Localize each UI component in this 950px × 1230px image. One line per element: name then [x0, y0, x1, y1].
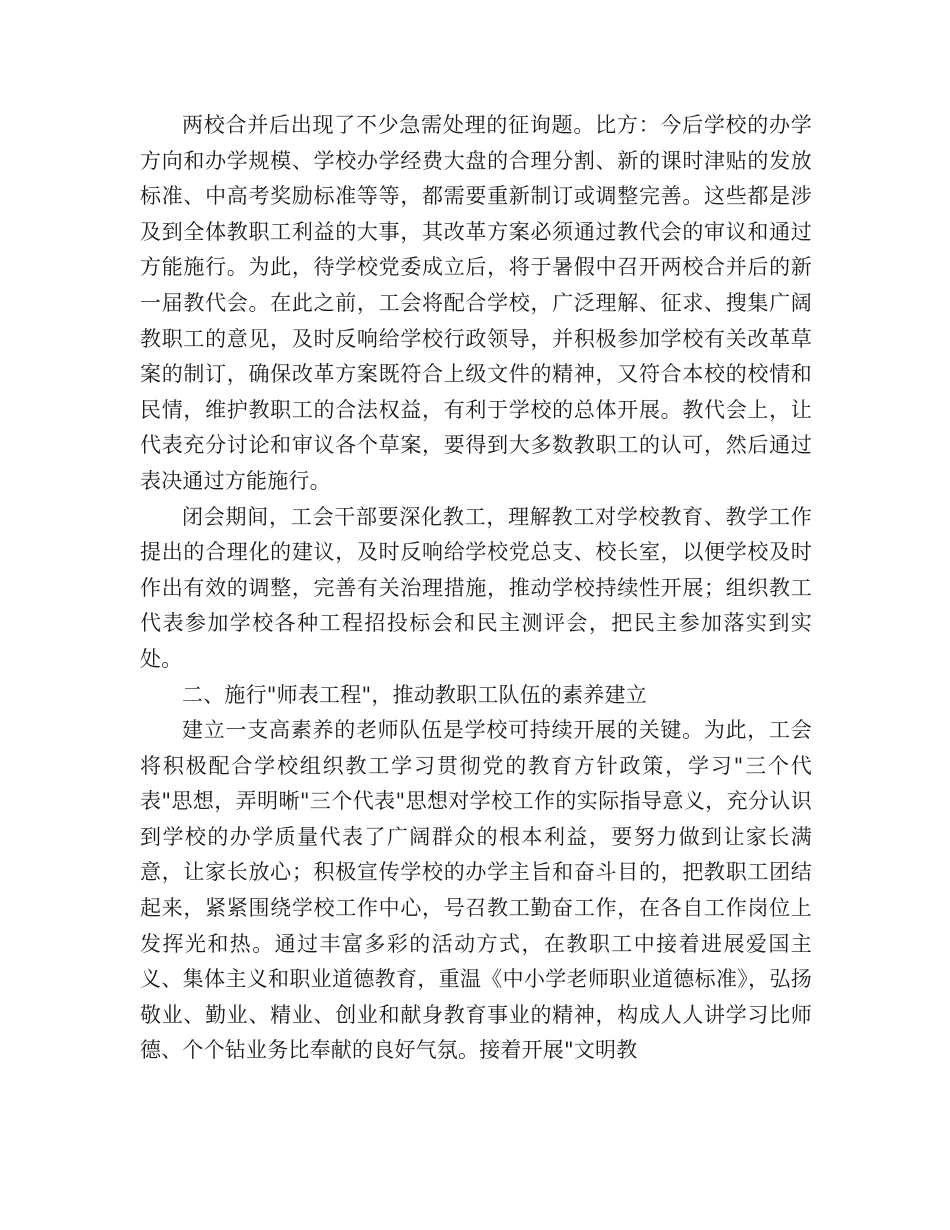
document-page: [140, 108, 812, 1069]
paragraph-teacher-team: 建立一支高素养的老师队伍是学校可持续开展的关键。为此，工会将积极配合学校组织教工学习贯彻党的教育方针政策，学习"三个代表"思想，弄明晰"三个代表"思想对学校工作的实际指导意义，充分认识到学校的办学质量代表了广阔群众的根本利益，要努力做到让家长满意，让家长放心；积极宣传学校的办学主旨和奋斗目的，把教职工团结起来，紧紧围绕学校工作中心，号召教工勤奋工作，在各自工作岗位上发挥光和热。通过丰富多彩的活动方式，在教职工中接着进展爱国主义、集体主义和职业道德教育，重温《中小学老师职业道德标准》，弘扬敬业、勤业、精业、创业和献身教育事业的精神，构成人人讲学习比师德、个个钻业务比奉献的良好气氛。接着开展"文明教: [140, 718, 812, 1063]
section-heading: 二、施行"师表工程"，推动教职工队伍的素养建立: [182, 682, 647, 707]
paragraph-union-congress: 两校合并后出现了不少急需处理的征询题。比方：今后学校的办学方向和办学规模、学校办学经费大盘的合理分割、新的课时津贴的发放标准、中高考奖励标准等等，都需要重新制订或调整完善。这些都是涉及到全体教职工利益的大事，其改革方案必须通过教代会的审议和通过方能施行。为此，待学校党委成立后，将于暑假中召开两校合并后的新一届教代会。在此之前，工会将配合学校，广泛理解、征求、搜集广阔教职工的意见，及时反响给学校行政领导，并积极参加学校有关改革草案的制订，确保改革方案既符合上级文件的精神，又符合本校的校情和民情，维护教职工的合法权益，有利于学校的总体开展。教代会上，让代表充分讨论和审议各个草案，要得到大多数教职工的认可，然后通过表决通过方能施行。: [140, 113, 812, 493]
paragraph-recess-period: 闭会期间，工会干部要深化教工，理解教工对学校教育、教学工作提出的合理化的建议，及时反响给学校党总支、校长室，以便学校及时作出有效的调整，完善有关治理措施，推动学校持续性开展；组织教工代表参加学校各种工程招投标会和民主测评会，把民主参加落实到实处。: [140, 504, 812, 671]
